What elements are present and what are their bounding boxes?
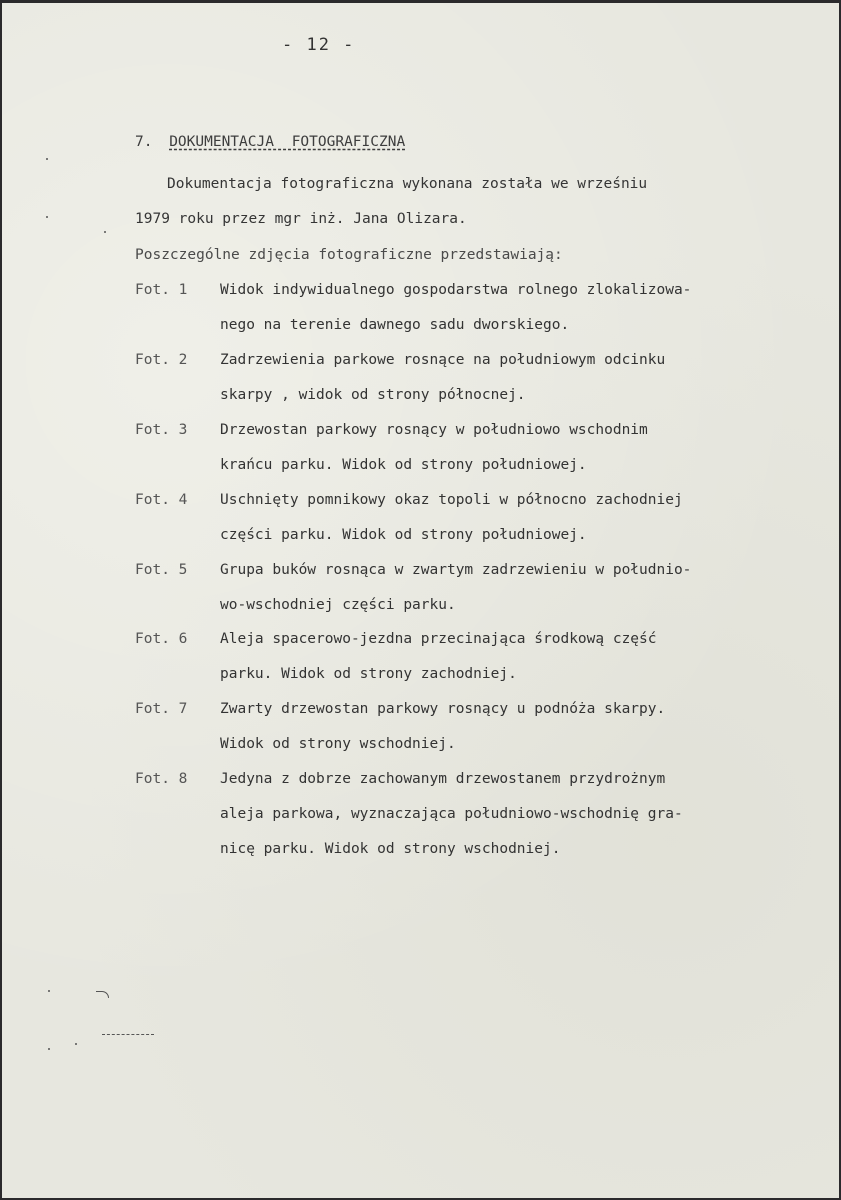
intro-line-2: 1979 roku przez mgr inż. Jana Olizara. bbox=[135, 211, 467, 227]
ink-speck bbox=[104, 231, 106, 233]
ink-speck bbox=[48, 1048, 50, 1050]
photo-label: Fot. 3 bbox=[135, 422, 188, 438]
photo-caption-line: nego na terenie dawnego sadu dworskiego. bbox=[220, 317, 570, 333]
section-title: DOKUMENTACJA FOTOGRAFICZNA bbox=[169, 134, 406, 150]
intro-line-1: Dokumentacja fotograficzna wykonana została we wrześniu bbox=[167, 176, 648, 192]
photo-caption-line: Widok od strony wschodniej. bbox=[220, 736, 456, 752]
photo-caption-line: parku. Widok od strony zachodniej. bbox=[220, 666, 517, 682]
photo-label: Fot. 4 bbox=[135, 492, 188, 508]
photo-caption-line: aleja parkowa, wyznaczająca południowo-wschodnię gra- bbox=[220, 806, 683, 822]
ink-speck bbox=[48, 990, 50, 992]
photo-caption-line: Grupa buków rosnąca w zwartym zadrzewieniu w południo- bbox=[220, 562, 692, 578]
ink-speck bbox=[46, 216, 48, 218]
section-heading bbox=[135, 134, 405, 150]
photo-caption-line: Widok indywidualnego gospodarstwa rolnego zlokalizowa- bbox=[220, 282, 692, 298]
pencil-mark bbox=[96, 991, 109, 998]
photo-caption-line: wo-wschodniej części parku. bbox=[220, 597, 456, 613]
photo-caption-line: Drzewostan parkowy rosnący w południowo wschodnim bbox=[220, 422, 648, 438]
photo-caption-line: Jedyna z dobrze zachowanym drzewostanem przydrożnym bbox=[220, 771, 666, 787]
photo-caption-line: krańcu parku. Widok od strony południowej. bbox=[220, 457, 587, 473]
photo-label: Fot. 2 bbox=[135, 352, 188, 368]
photo-caption-line: skarpy , widok od strony północnej. bbox=[220, 387, 526, 403]
photo-label: Fot. 8 bbox=[135, 771, 188, 787]
section-number: 7. bbox=[135, 134, 153, 150]
photo-caption-line: Zadrzewienia parkowe rosnące na południowym odcinku bbox=[220, 352, 666, 368]
photo-caption-line: nicę parku. Widok od strony wschodniej. bbox=[220, 841, 561, 857]
photo-caption-line: części parku. Widok od strony południowej. bbox=[220, 527, 587, 543]
photo-label: Fot. 1 bbox=[135, 282, 188, 298]
photo-label: Fot. 7 bbox=[135, 701, 188, 717]
document-page bbox=[2, 3, 839, 1198]
photo-caption-line: Aleja spacerowo-jezdna przecinająca środkową część bbox=[220, 631, 657, 647]
dashed-rule-mark bbox=[102, 1034, 154, 1036]
photo-label: Fot. 6 bbox=[135, 631, 188, 647]
ink-speck bbox=[46, 158, 48, 160]
photo-label: Fot. 5 bbox=[135, 562, 188, 578]
photo-caption-line: Uschnięty pomnikowy okaz topoli w północno zachodniej bbox=[220, 492, 683, 508]
page-number: - 12 - bbox=[282, 35, 356, 55]
photo-caption-line: Zwarty drzewostan parkowy rosnący u podnóża skarpy. bbox=[220, 701, 666, 717]
intro-line-3: Poszczególne zdjęcia fotograficzne przedstawiają: bbox=[135, 247, 563, 263]
ink-speck bbox=[75, 1043, 77, 1045]
